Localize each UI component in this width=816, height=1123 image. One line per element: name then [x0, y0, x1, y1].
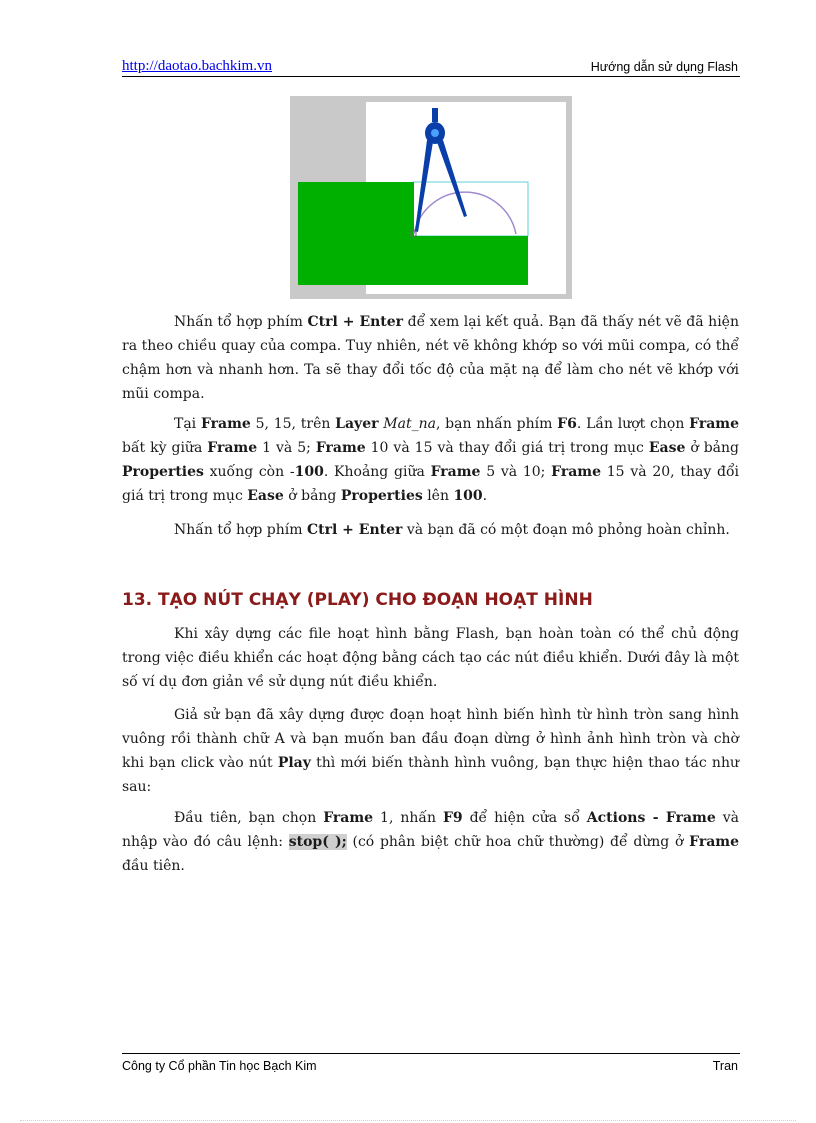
layer-name: Mat_na [383, 416, 436, 432]
footer-author: Tran [712, 1059, 738, 1073]
bold-term: Frame [200, 416, 251, 432]
text-run: đầu tiên. [122, 858, 185, 874]
text-run: Nhấn tổ hợp phím [174, 314, 308, 330]
bold-term: Frame [323, 810, 374, 826]
text-run: 1 và 5; [257, 440, 316, 456]
bold-term: Frame [551, 464, 602, 480]
text-run: 1, nhấn [373, 810, 443, 826]
compass-drawing-figure [290, 96, 572, 299]
bold-term: Ease [247, 488, 284, 504]
text-run: ở bảng [283, 488, 341, 504]
text-run: bất kỳ giữa [122, 440, 208, 456]
keyboard-shortcut: Ctrl + Enter [307, 522, 403, 538]
text-run: để xem lại kết quả. Bạn đã thấy nét vẽ đã hiện ra theo chiều quay của compa. Tuy nhiên, nét vẽ không khớp so với mũi compa, có thể chậm hơn và nhanh hơn. Ta sẽ thay đổi tốc độ của mặt nạ để làm cho nét vẽ khớp với mũi compa. [122, 314, 739, 402]
paragraph-example-scenario [122, 703, 739, 807]
paragraph-stop-action-text [122, 806, 739, 878]
section-title: 13. TẠO NÚT CHẠY (PLAY) CHO ĐOẠN HOẠT HÌNH [122, 590, 593, 610]
paragraph-example-scenario-text [122, 703, 739, 799]
paragraph-intro-buttons-text: Khi xây dựng các file hoạt hình bằng Flash, bạn hoàn toàn có thể chủ động trong việc điều khiển các hoạt động bằng cách tạo các nút điều khiển. Dưới đây là một số ví dụ đơn giản về sử dụng nút điều khiển. [122, 626, 739, 690]
paragraph-view-result [122, 310, 739, 414]
paragraph-final-result [122, 518, 739, 550]
paragraph-intro-buttons [122, 622, 739, 702]
bold-term: Play [277, 755, 311, 771]
text-run: và nhập vào đó câu lệnh: [122, 810, 739, 850]
footer-company: Công ty Cổ phần Tin học Bạch Kim [122, 1059, 317, 1073]
bold-term: F9 [442, 810, 463, 826]
paragraph-frame-ease-text [122, 412, 739, 508]
code-snippet: stop( ); [288, 834, 347, 850]
bold-term: Actions - Frame [586, 810, 716, 826]
text-run: (có phân biệt chữ hoa chữ thường) để dừng ở [346, 834, 690, 850]
page-edge [20, 1120, 796, 1121]
text-run: xuống còn - [203, 464, 295, 480]
header-url-link[interactable]: http://daotao.bachkim.vn [122, 58, 272, 74]
paragraph-frame-ease [122, 412, 739, 516]
bold-term: F6 [557, 416, 577, 432]
text-run: 15 và 20, thay đổi giá trị trong mục [122, 464, 739, 504]
bold-term: Frame [689, 834, 740, 850]
bold-term: Ease [648, 440, 686, 456]
text-run: và bạn đã có một đoạn mô phỏng hoàn chỉnh. [402, 522, 730, 538]
paragraph-stop-action [122, 806, 739, 886]
bold-term: Properties [122, 464, 204, 480]
compass-drawing-icon [290, 96, 572, 299]
header-title: Hướng dẫn sử dụng Flash [590, 60, 738, 74]
compass-hinge-center [431, 129, 439, 137]
text-run: Nhấn tổ hợp phím [174, 522, 307, 538]
text-run: . [482, 488, 488, 504]
text-run: ở bảng [685, 440, 740, 456]
text-run: . Lần lượt chọn [576, 416, 690, 432]
text-run: Đầu tiên, bạn chọn [174, 810, 324, 826]
text-run: , bạn nhấn phím [435, 416, 558, 432]
page-footer [122, 1053, 740, 1073]
text-run: Tại [174, 416, 201, 432]
bold-term: Frame [689, 416, 739, 432]
text-run: 10 và 15 và thay đổi giá trị trong mục [365, 440, 649, 456]
text-run: 5, 15, trên [250, 416, 336, 432]
text-run: để hiện cửa sổ [462, 810, 587, 826]
keyboard-shortcut: Ctrl + Enter [307, 314, 404, 330]
bold-term: Frame [207, 440, 258, 456]
text-run: Giả sử bạn đã xây dựng được đoạn hoạt hình biến hình từ hình tròn sang hình vuông rồi thành chữ A và bạn muốn ban đầu đoạn dừng ở hình ảnh hình tròn và chờ khi bạn click vào nút [122, 707, 739, 771]
bold-term: Layer [335, 416, 379, 432]
paragraph-final-result-text [122, 518, 739, 542]
compass-handle [432, 108, 438, 122]
paragraph-view-result-text [122, 310, 739, 406]
bold-term: 100 [453, 488, 483, 504]
text-run: lên [422, 488, 454, 504]
bold-term: Properties [340, 488, 423, 504]
text-run: 5 và 10; [480, 464, 552, 480]
bold-term: Frame [315, 440, 366, 456]
text-run: . Khoảng giữa [323, 464, 431, 480]
bold-term: 100 [294, 464, 324, 480]
bold-term: Frame [430, 464, 481, 480]
page-header [122, 58, 740, 77]
text-run: thì mới biến thành hình vuông, bạn thực hiện thao tác như sau: [122, 755, 739, 795]
